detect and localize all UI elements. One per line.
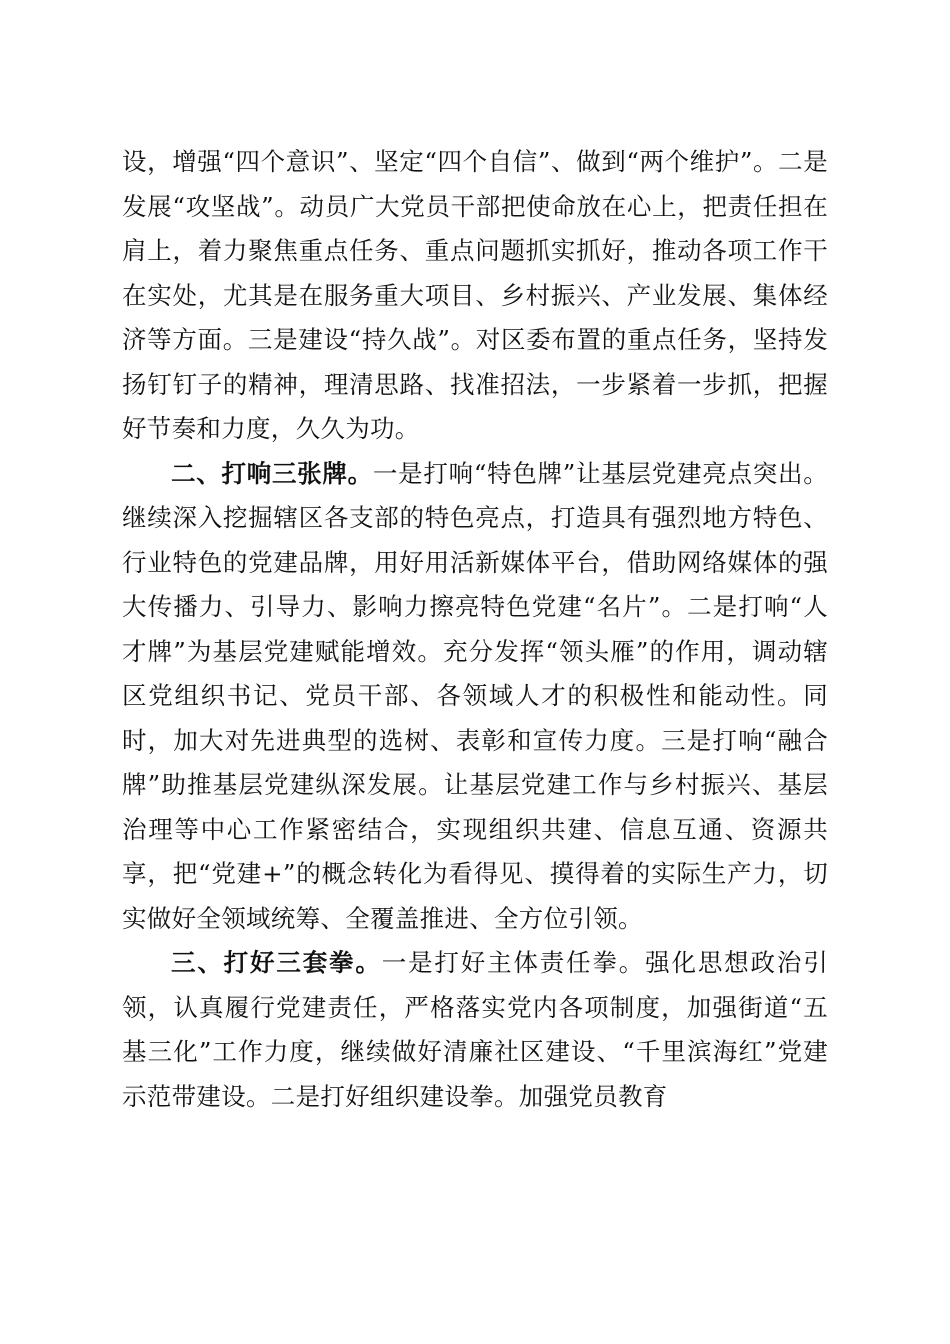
- paragraph-section-three: [122, 941, 828, 1119]
- paragraph-text: 设，增强“四个意识”、坚定“四个自信”、做到“两个维护”。二是发展“攻坚战”。动员广大党员干部把使命放在心上，把责任担在肩上，着力聚焦重点任务、重点问题抓实抓好，推动各项工作干在实处，尤其是在服务重大项目、乡村振兴、产业发展、集体经济等方面。三是建设“持久战”。对区委布置的重点任务，坚持发扬钉钉子的精神，理清思路、找准招法，一步紧着一步抓，把握好节奏和力度，久久为功。: [122, 147, 828, 443]
- paragraph-continuation: [122, 140, 828, 452]
- document-body: [122, 140, 828, 1119]
- paragraph-text: 一是打好主体责任拳。强化思想政治引领，认真履行党建责任，严格落实党内各项制度，加强街道“五基三化”工作力度，继续做好清廉社区建设、“千里滨海红”党建示范带建设。二是打好组织建设拳。加强党员教育: [122, 948, 829, 1111]
- paragraph-text: 一是打响“特色牌”让基层党建亮点突出。继续深入挖掘辖区各支部的特色亮点，打造具有强烈地方特色、行业特色的党建品牌，用好用活新媒体平台，借助网络媒体的强大传播力、引导力、影响力擦亮特色党建“名片”。二是打响“人才牌”为基层党建赋能增效。充分发挥“领头雁”的作用，调动辖区党组织书记、党员干部、各领域人才的积极性和能动性。同时，加大对先进典型的选树、表彰和宣传力度。三是打响“融合牌”助推基层党建纵深发展。让基层党建工作与乡村振兴、基层治理等中心工作紧密结合，实现组织共建、信息互通、资源共享，把“党建+”的概念转化为看得见、摸得着的实际生产力，切实做好全领域统筹、全覆盖推进、全方位引领。: [122, 458, 829, 933]
- paragraph-section-two: [122, 452, 828, 942]
- section-heading: 三、打好三套拳。: [171, 948, 382, 977]
- section-heading: 二、打响三张牌。: [171, 458, 373, 488]
